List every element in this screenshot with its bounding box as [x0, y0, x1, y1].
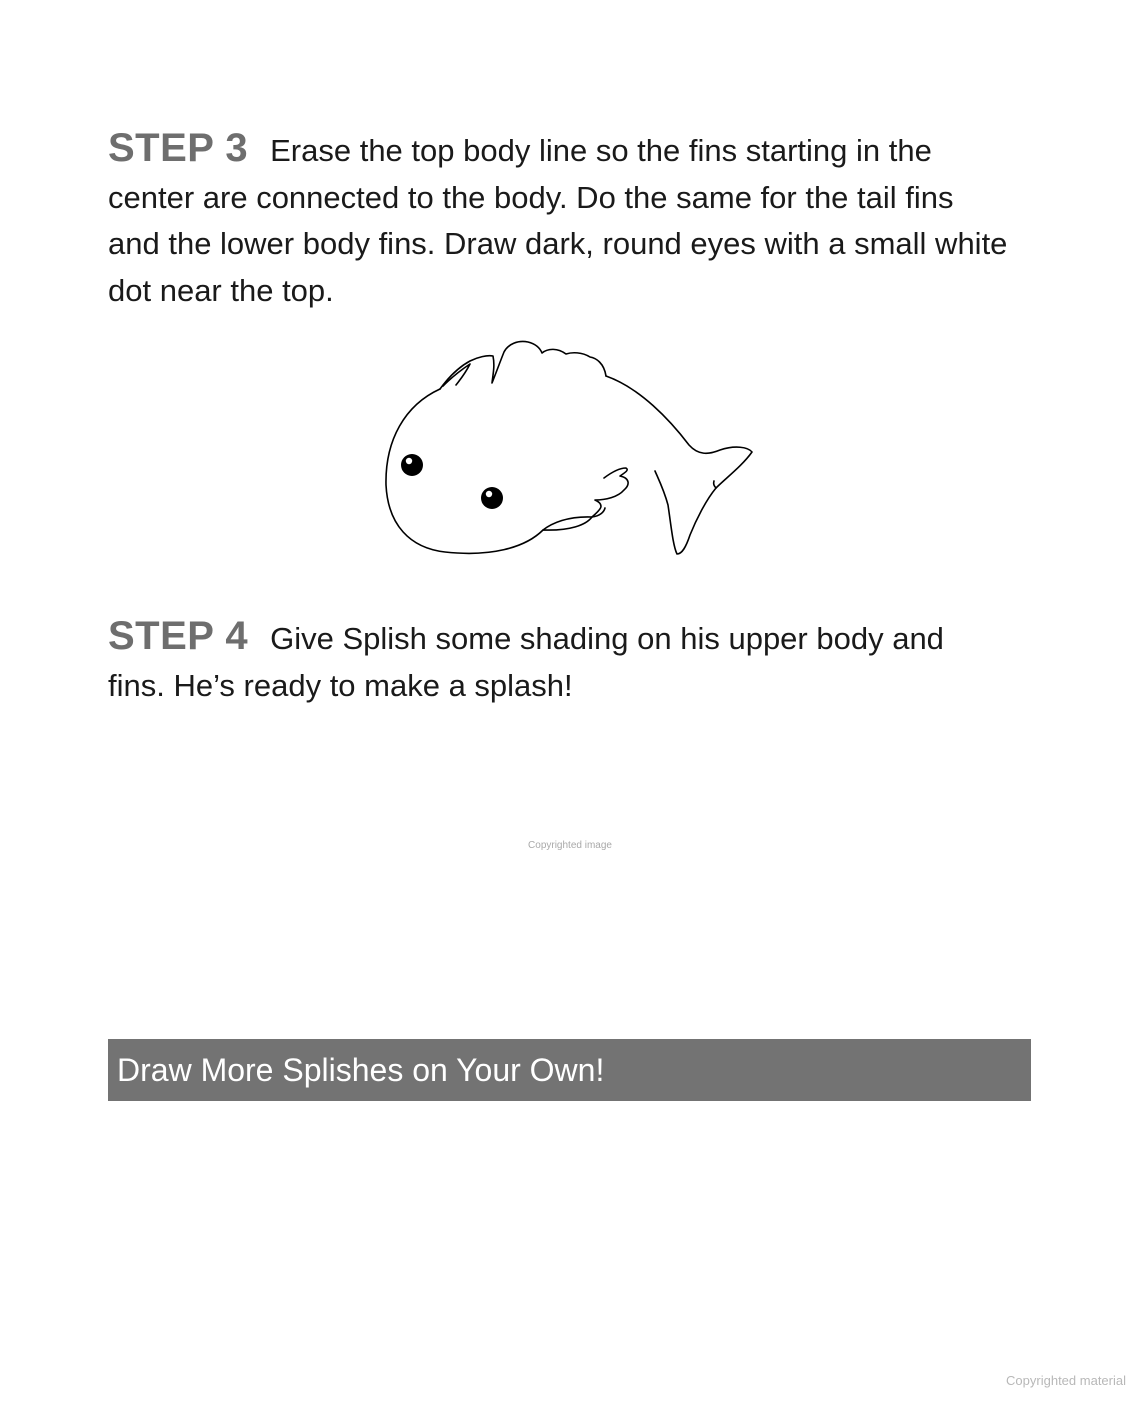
step-3-text: Erase the top body line so the fins starting in the center are connected to the body. Do the same for the tail fins and the lower body fins. Draw dark, round eyes with a small white dot near the top.: [108, 133, 1008, 308]
fish-right-eye: [481, 487, 503, 509]
step-4-text: Give Splish some shading on his upper body and fins. He’s ready to make a splash!: [108, 621, 944, 703]
step-3-label: STEP 3: [108, 126, 249, 170]
step-4-paragraph: [108, 613, 1008, 709]
section-banner: Draw More Splishes on Your Own!: [108, 1039, 1031, 1101]
image-placeholder-note: Copyrighted image: [528, 840, 612, 851]
fish-illustration: [380, 335, 760, 560]
fish-top-fin: [440, 341, 606, 389]
fish-back-line: [606, 376, 752, 554]
fish-side-fin: [543, 468, 628, 530]
step-3-paragraph: [108, 125, 1008, 314]
step-4-label: STEP 4: [108, 614, 249, 658]
fish-left-eye: [401, 454, 423, 476]
copyright-notice: Copyrighted material: [1006, 1373, 1126, 1388]
fish-eyes: [401, 454, 503, 509]
